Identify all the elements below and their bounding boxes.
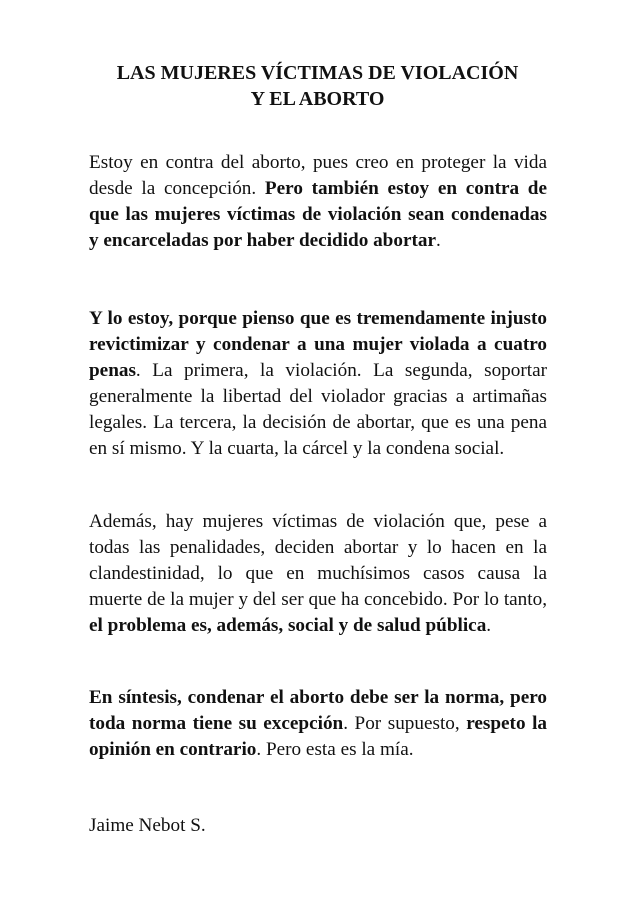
document-title [60, 60, 575, 112]
bold-text-run: Y lo estoy, porque pienso que es tremendamente injusto revictimizar y condenar a una mujer violada a cuatro penas [89, 308, 547, 381]
bold-text-run: el problema es, además, social y de salud pública [89, 615, 487, 636]
text-run: Estoy en contra del aborto, pues creo en proteger la vida desde la concepción. [89, 152, 547, 199]
title-line-2: Y EL ABORTO [250, 88, 385, 110]
text-run: . [435, 230, 441, 251]
bold-text-run: Pero también estoy en contra de que las mujeres víctimas de violación sean condenadas y encarceladas por haber decidido abortar [89, 178, 547, 251]
bold-text-run: En síntesis, condenar el aborto debe ser la norma, pero toda norma tiene su excepción [89, 687, 547, 734]
paragraph-4 [89, 685, 547, 763]
paragraph-1 [89, 150, 547, 254]
text-run: Además, hay mujeres víctimas de violación que, pese a todas las penalidades, deciden abortar y lo hacen en la clandestinidad, lo que en muchísimos casos causa la muerte de la mujer y del ser que ha concebido. Por lo tanto, [89, 511, 547, 610]
text-run: . Por supuesto, [343, 713, 467, 734]
signature: Jaime Nebot S. [89, 815, 206, 836]
title-line-1: LAS MUJERES VÍCTIMAS DE VIOLACIÓN [116, 62, 519, 84]
text-run: . Pero esta es la mía. [256, 739, 414, 760]
paragraph-2 [89, 306, 547, 462]
text-run: . La primera, la violación. La segunda, soportar generalmente la libertad del violador gracias a artimañas legales. La tercera, la decisión de abortar, que es una pena en sí mismo. Y la cuarta, la cárcel y la condena social. [89, 360, 547, 459]
bold-text-run: respeto la opinión en contrario [89, 713, 547, 760]
text-run: . [486, 615, 492, 636]
paragraph-3 [89, 509, 547, 639]
